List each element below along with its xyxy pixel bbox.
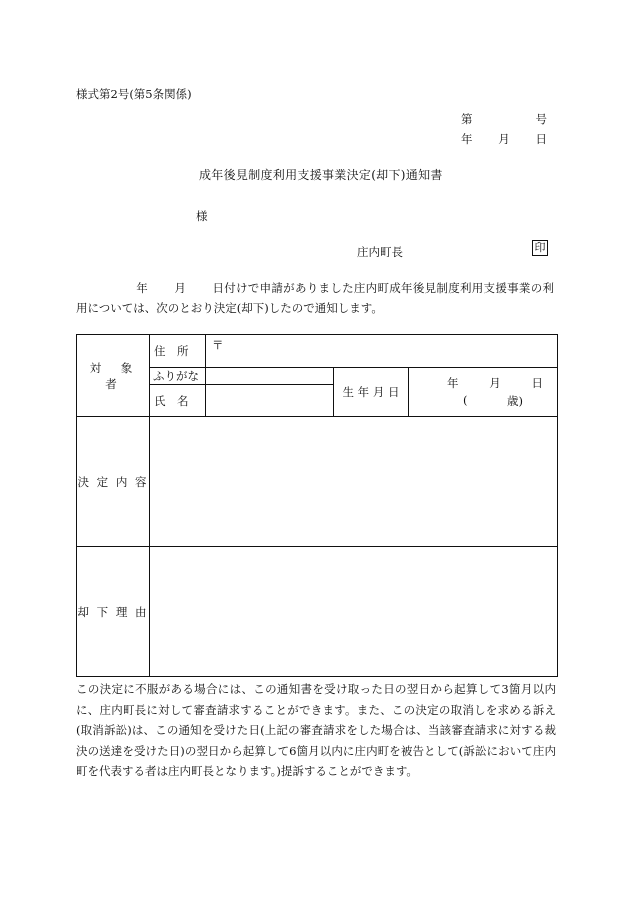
postal-mark: 〒 [212,338,224,352]
date-month: 月 [498,132,510,146]
furigana-field [206,368,334,385]
address-label: 住 所 [154,344,189,358]
address-label-cell [150,335,206,368]
dob-month: 月 [489,376,501,390]
document-date-line [461,131,547,147]
decision-field [150,417,558,547]
rejection-label: 却 下 理 由 [77,547,150,677]
appeal-notice-text: この決定に不服がある場合には、この通知書を受け取った日の翌日から起算して3箇月以内に、庄内町長に対して審査請求することができます。また、この決定の取消しを求める訴え(取消訴訟)は、この通知を受けた日(上記の審査請求をした場合は、当該審査請求に対する裁決の送達を受けた日)の翌日から起算して6箇月以内に庄内町を被告として(訴訟において庄内町を代表する者は庄内町長となります。)提訴することができます。 [76,682,556,778]
name-field [206,385,334,417]
form-number-label: 様式第2号(第5条関係) [76,87,192,101]
document-title: 成年後見制度利用支援事業決定(却下)通知書 [199,168,443,182]
dob-day: 日 [531,376,544,390]
furigana-label: ふりがな [153,369,199,383]
date-day: 日 [535,132,547,146]
number-prefix: 第 [461,112,473,126]
dob-year: 年 [447,376,459,390]
appeal-notice-paragraph [76,679,556,782]
body-text: 日付けで申請がありました庄内町成年後見制度利用支援事業の利用については、次のとおり決定(却下)したので通知します。 [76,281,555,315]
name-label-cell [150,385,206,417]
furigana-label-cell [150,368,206,385]
sender-name: 庄内町長 [357,245,403,259]
document-number-line [461,111,547,127]
name-label: 氏 名 [154,393,189,408]
decision-label: 決 定 内 容 [77,417,150,547]
addressee-suffix: 様 [196,209,208,223]
date-year: 年 [461,132,473,146]
age-open: ( [463,393,468,407]
age-close: 歳) [507,394,523,408]
seal-mark: 印 [532,240,548,256]
body-paragraph [76,278,554,318]
subject-info-table [76,334,558,677]
subject-label: 対 象 者 [77,335,150,417]
body-month: 月 [174,281,187,295]
number-suffix: 号 [535,112,547,126]
address-field [206,335,558,368]
body-year: 年 [136,281,149,295]
rejection-field [150,547,558,677]
dob-field [409,368,558,417]
dob-label: 生 年 月 日 [334,368,409,417]
